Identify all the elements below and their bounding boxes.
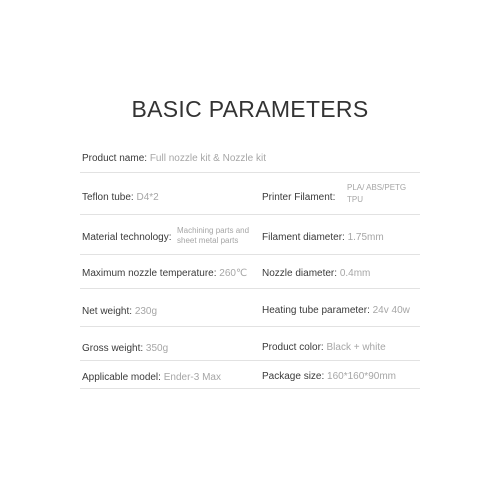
param-value: 24v 40w xyxy=(372,305,410,316)
param-label: Filament diameter: xyxy=(262,232,345,243)
page-title: BASIC PARAMETERS xyxy=(131,96,369,122)
param-label: Teflon tube: xyxy=(82,192,134,203)
param-value-line: Machining parts and xyxy=(177,226,250,235)
param-value: Ender-3 Max xyxy=(163,372,221,383)
param-row-weight-heating xyxy=(80,300,420,327)
param-label: Net weight: xyxy=(82,306,133,317)
param-label: Maximum nozzle temperature: xyxy=(82,268,217,279)
param-label: Heating tube parameter: xyxy=(262,305,370,316)
param-value-line: PLA/ ABS/PETG xyxy=(347,183,407,192)
param-value-line: TPU xyxy=(347,195,363,204)
param-label: Product color: xyxy=(262,342,324,353)
param-material-technology xyxy=(82,232,172,243)
param-applicable-model xyxy=(82,372,221,383)
param-value: 1.75mm xyxy=(347,232,384,243)
param-product-color xyxy=(262,342,386,353)
param-teflon-tube xyxy=(82,192,159,203)
param-label: Applicable model: xyxy=(82,372,161,383)
param-value: 350g xyxy=(145,343,169,354)
param-value xyxy=(347,183,406,205)
param-product-name xyxy=(82,153,266,164)
param-row-gross-color xyxy=(80,336,420,361)
param-row-product-name xyxy=(80,150,420,173)
param-value: D4*2 xyxy=(136,192,159,203)
param-label: Product name: xyxy=(82,153,148,164)
param-heating-tube xyxy=(262,305,410,316)
param-gross-weight xyxy=(82,343,168,354)
param-value: Black + white xyxy=(326,342,386,353)
param-row-model-package xyxy=(80,366,420,389)
param-row-temperature-nozzle xyxy=(80,262,420,289)
param-value: 160*160*90mm xyxy=(327,371,396,382)
param-value: 0.4mm xyxy=(339,268,371,279)
param-label: Package size: xyxy=(262,371,325,382)
param-row-material-diameter xyxy=(80,222,420,255)
param-value xyxy=(177,226,249,246)
param-value: Full nozzle kit & Nozzle kit xyxy=(149,153,266,164)
param-nozzle-diameter xyxy=(262,268,370,279)
param-value-line: sheet metal parts xyxy=(177,236,239,245)
param-package-size xyxy=(262,371,396,382)
param-row-teflon-filament xyxy=(80,180,420,215)
param-max-nozzle-temperature xyxy=(82,268,247,279)
param-value: 230g xyxy=(134,306,158,317)
param-label: Nozzle diameter: xyxy=(262,268,338,279)
param-value: 260℃ xyxy=(219,268,248,279)
param-printer-filament xyxy=(262,192,335,203)
param-label: Material technology: xyxy=(82,232,172,243)
param-filament-diameter xyxy=(262,232,384,243)
param-net-weight xyxy=(82,306,157,317)
param-label: Printer Filament: xyxy=(262,192,336,203)
param-label: Gross weight: xyxy=(82,343,144,354)
